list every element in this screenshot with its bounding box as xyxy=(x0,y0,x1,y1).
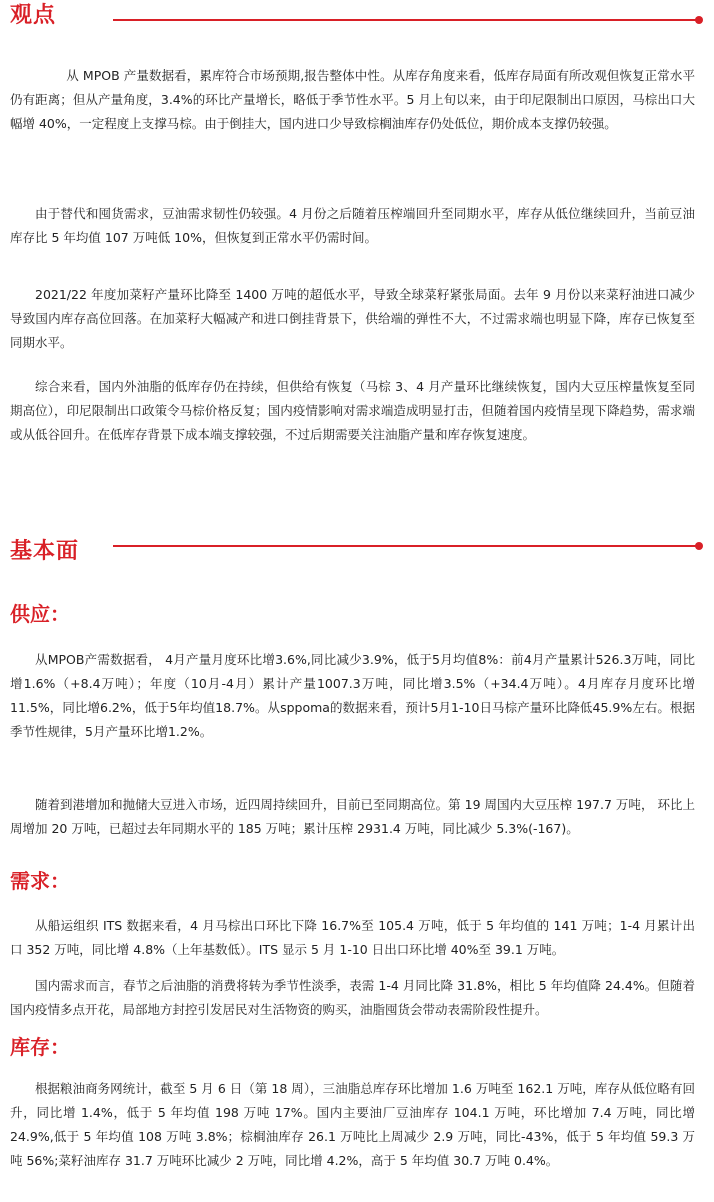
inventory-paragraph-1: 根据粮油商务网统计，截至 5 月 6 日（第 18 周），三油脂总库存环比增加 1.6 万吨至 162.1 万吨，库存从低位略有回升，同比增 1.4%，低于 5 年均值 198 万吨 17%。国内主要油厂豆油库存 104.1 万吨，环比增加 7.4 万吨，同比增 24.9%,低于 5 年均值 108 万吨 3.8%；棕榈油库存 26.1 万吨比上周减少 2.9 万吨，同比-43%，低于 5 年均值 59.3 万吨 56%;菜籽油库存 31.7 万吨环比减少 2 万吨，同比增 4.2%，高于 5 年均值 30.7 万吨 0.4%。 xyxy=(10,1081,695,1168)
subsection-title-demand: 需求： xyxy=(10,869,70,893)
section-title-fundamentals: 基本面 xyxy=(10,539,80,564)
supply-paragraph-1: 从MPOB产需数据看， 4月产量月度环比增3.6%,同比减少3.9%，低于5月均值8%：前4月产量累计526.3万吨，同比增1.6%（+8.4万吨）；年度（10月-4月）累计产量1007.3万吨，同比增3.5%（+34.4万吨）。4月库存月度环比增11.5%，同比增6.2%，低于5年均值18.7%。从sppoma的数据来看，预计5月1-10日马棕产量环比降低45.9%左右。根据季节性规律，5月产量环比增1.2%。 xyxy=(10,652,695,739)
section-title-viewpoint: 观点 xyxy=(10,3,57,28)
supply-paragraph-2: 随着到港增加和抛储大豆进入市场，近四周持续回升，目前已至同期高位。第 19 周国内大豆压榨 197.7 万吨， 环比上周增加 20 万吨，已超过去年同期水平的 185 万吨；累计压榨 2931.4 万吨，同比减少 5.3%(-167)。 xyxy=(10,797,695,836)
section-divider xyxy=(113,545,701,547)
viewpoint-paragraph-3: 2021/22 年度加菜籽产量环比降至 1400 万吨的超低水平，导致全球菜籽紧张局面。去年 9 月份以来菜籽油进口减少导致国内库存高位回落。在加菜籽大幅减产和进口倒挂背景下，供给端的弹性不大，不过需求端也明显下降，库存已恢复至同期水平。 xyxy=(10,287,695,350)
divider-end-dot xyxy=(695,16,703,24)
section-divider xyxy=(113,19,701,21)
demand-paragraph-2: 国内需求而言，春节之后油脂的消费将转为季节性淡季，表需 1-4 月同比降 31.8%，相比 5 年均值降 24.4%。但随着国内疫情多点开花，局部地方封控引发居民对生活物资的购买，油脂囤货会带动表需阶段性提升。 xyxy=(10,978,695,1017)
divider-end-dot xyxy=(695,542,703,550)
viewpoint-paragraph-2: 由于替代和囤货需求，豆油需求韧性仍较强。4 月份之后随着压榨端回升至同期水平，库存从低位继续回升，当前豆油库存比 5 年均值 107 万吨低 10%，但恢复到正常水平仍需时间。 xyxy=(10,206,695,245)
viewpoint-paragraph-1: 从 MPOB 产量数据看，累库符合市场预期,报告整体中性。从库存角度来看，低库存局面有所改观但恢复正常水平仍有距离；但从产量角度，3.4%的环比产量增长，略低于季节性水平。5 月上旬以来，由于印尼限制出口原因，马棕出口大幅增 40%，一定程度上支撑马棕。由于倒挂大，国内进口少导致棕榈油库存仍处低位，期价成本支撑仍较强。 xyxy=(10,68,695,131)
demand-paragraph-1: 从船运组织 ITS 数据来看，4 月马棕出口环比下降 16.7%至 105.4 万吨，低于 5 年均值的 141 万吨；1-4 月累计出口 352 万吨，同比增 4.8%（上年基数低）。ITS 显示 5 月 1-10 日出口环比增 40%至 39.1 万吨。 xyxy=(10,918,695,957)
subsection-title-inventory: 库存： xyxy=(10,1035,70,1059)
subsection-title-supply: 供应： xyxy=(10,602,70,626)
viewpoint-paragraph-4: 综合来看，国内外油脂的低库存仍在持续，但供给有恢复（马棕 3、4 月产量环比继续恢复，国内大豆压榨量恢复至同期高位），印尼限制出口政策令马棕价格反复；国内疫情影响对需求端造成明显打击，但随着国内疫情呈现下降趋势，需求端或从低谷回升。在低库存背景下成本端支撑较强，不过后期需要关注油脂产量和库存恢复速度。 xyxy=(10,379,695,442)
